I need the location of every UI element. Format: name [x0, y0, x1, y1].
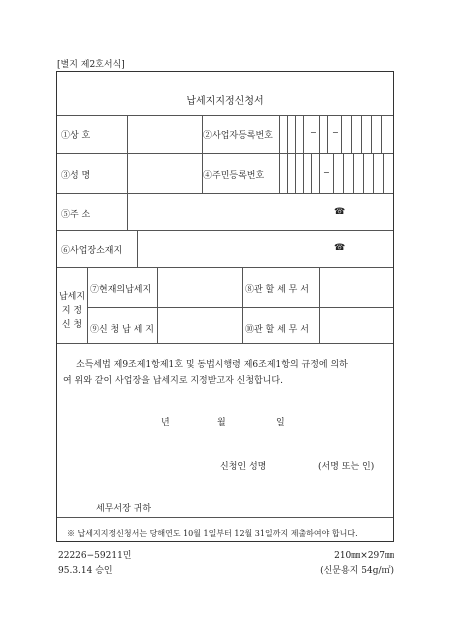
cell-border: [202, 115, 203, 193]
form-code: 22226−59211민: [58, 551, 132, 561]
divider: [57, 517, 393, 518]
form-number-label: [별지 제2호서식]: [57, 60, 125, 70]
date-day-label: 일: [276, 418, 285, 428]
business-registration-number-label: ②사업자등록번호: [203, 131, 273, 141]
name-label: ③성 명: [61, 171, 91, 181]
paper-size: 210㎜×297㎜: [334, 551, 394, 561]
statement-line: 여 위와 같이 사업장을 납세지로 지정받고자 신청합니다.: [63, 376, 283, 386]
current-tax-place-label: ⑦현재의납세지: [90, 285, 152, 295]
divider: [57, 193, 393, 194]
business-location-label: ⑥사업장소재지: [61, 246, 123, 256]
registration-number-dash: −: [310, 128, 317, 137]
divider: [57, 115, 393, 116]
approval-date: 95.3.14 승인: [58, 566, 113, 576]
divider: [57, 230, 393, 231]
addressee: 세무서장 귀하: [96, 504, 152, 514]
address-label: ⑤주 소: [61, 210, 91, 220]
application-form: [56, 71, 394, 542]
requested-tax-office-label: ⑩관 할 세 무 서: [245, 325, 309, 335]
date-month-label: 월: [217, 418, 226, 428]
applicant-name-label: 신청인 성명: [220, 462, 267, 472]
cell-border: [279, 115, 280, 193]
submission-note: ※ 납세지지정신청서는 당해연도 10월 1일부터 12월 31일까지 제출하여야 합니다.: [67, 529, 358, 538]
trade-name-label: ①상 호: [61, 131, 91, 141]
resident-registration-number-label: ④주민등록번호: [203, 171, 265, 181]
registration-number-dash: −: [332, 128, 339, 137]
form-title: 납세지지정신청서: [186, 96, 264, 107]
divider: [87, 307, 393, 308]
designation-side-label: 납세지 지 정 신 청: [58, 292, 86, 330]
current-tax-office-label: ⑧관 할 세 무 서: [245, 285, 309, 295]
requested-tax-place-label: ⑨신 청 납 세 지: [90, 325, 154, 335]
resident-number-dash: −: [323, 168, 330, 177]
phone-icon: ☎: [334, 243, 346, 253]
date-year-label: 년: [161, 418, 170, 428]
signature-label: (서명 또는 인): [318, 462, 375, 472]
phone-icon: ☎: [334, 207, 346, 217]
paper-type: (신문용지 54g/㎡): [320, 566, 394, 576]
statement-line: 소득세법 제9조제1항제1호 및 동법시행령 제6조제1항의 규정에 의하: [76, 360, 348, 370]
cell-border: [127, 115, 128, 193]
divider: [57, 267, 393, 268]
divider: [57, 343, 393, 344]
